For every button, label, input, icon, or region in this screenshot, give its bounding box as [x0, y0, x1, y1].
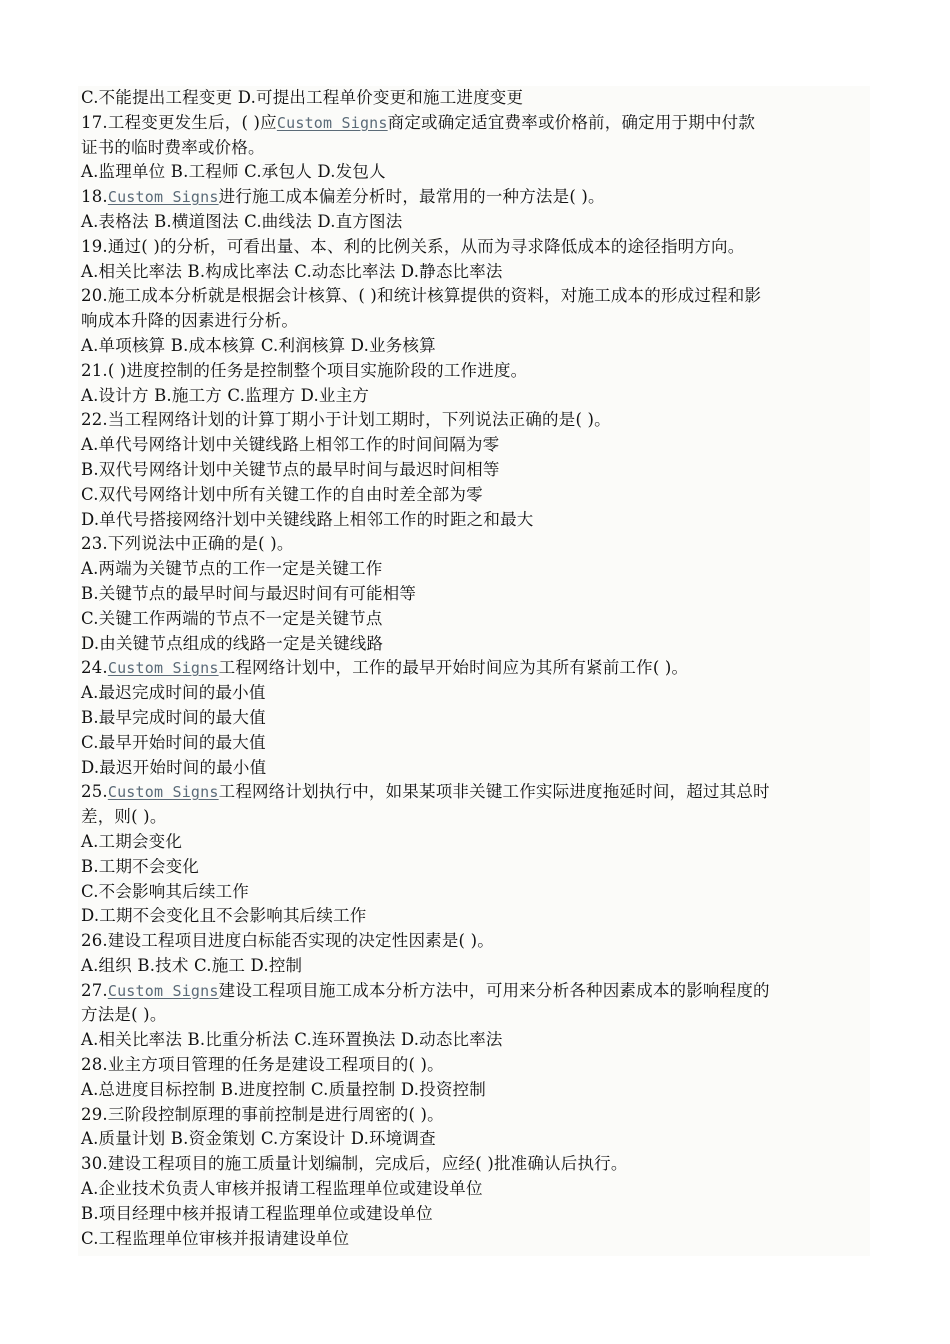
- text-line: D.由关键节点组成的线路一定是关键线路: [81, 633, 384, 653]
- text-line: C.最早开始时间的最大值: [81, 732, 266, 752]
- line-text: 工程网络计划执行中，如果某项非关键工作实际进度拖延时间，超过其总时: [218, 782, 770, 802]
- text-line: A.两端为关键节点的工作一定是关键工作: [81, 559, 383, 579]
- text-line: B.工期不会变化: [81, 856, 199, 876]
- line-text: 工程网络计划中，工作的最早开始时间应为其所有紧前工作( )。: [218, 658, 689, 678]
- text-line: A.最迟完成时间的最小值: [81, 683, 266, 703]
- text-line: [81, 185, 869, 210]
- text-line: C.关键工作两端的节点不一定是关键节点: [81, 608, 383, 628]
- text-line: B.关键节点的最早时间与最迟时间有可能相等: [81, 583, 417, 603]
- line-text: 27.: [81, 980, 108, 1000]
- text-line: D.工期不会变化且不会影响其后续工作: [81, 906, 367, 926]
- text-line: 20.施工成本分析就是根据会计核算、( )和统计核算提供的资料，对施工成本的形成过程和影: [81, 286, 762, 306]
- text-line: B.项目经理中核并报请工程监理单位或建设单位: [81, 1203, 433, 1223]
- text-line: C.不能提出工程变更 D.可提出工程单价变更和施工进度变更: [81, 88, 524, 107]
- text-line: D.最迟开始时间的最小值: [81, 757, 267, 777]
- line-text: 24.: [81, 658, 108, 678]
- text-line: [81, 656, 869, 681]
- text-line: [81, 111, 869, 136]
- text-line: 响成本升降的因素进行分析。: [81, 311, 299, 331]
- line-text: 商定或确定适宜费率或价格前，确定用于期中付款: [387, 112, 756, 132]
- document-body: [81, 86, 869, 1251]
- custom-signs-link[interactable]: Custom Signs: [107, 659, 219, 678]
- text-line: C.工程监理单位审核并报请建设单位: [81, 1228, 350, 1248]
- text-line: A.单代号网络计划中关键线路上相邻工作的时间间隔为零: [81, 435, 500, 455]
- text-line: 19.通过( )的分析，可看出量、本、利的比例关系，从而为寻求降低成本的途径指明方向。: [81, 236, 745, 256]
- text-line: A.质量计划 B.资金策划 C.方案设计 D.环境调查: [81, 1129, 436, 1149]
- text-line: 23.下列说法中正确的是( )。: [81, 534, 294, 554]
- text-line: 21.( )进度控制的任务是控制整个项目实施阶段的工作进度。: [81, 360, 528, 380]
- line-text: 17.工程变更发生后，( )应: [81, 112, 277, 132]
- text-line: 29.三阶段控制原理的事前控制是进行周密的( )。: [81, 1104, 444, 1124]
- text-line: A.企业技术负责人审核并报请工程监理单位或建设单位: [81, 1179, 483, 1199]
- custom-signs-link[interactable]: Custom Signs: [107, 981, 219, 1000]
- custom-signs-link[interactable]: Custom Signs: [107, 783, 219, 802]
- text-line: 22.当工程网络计划的计算丁期小于计划工期时，下列说法正确的是( )。: [81, 410, 611, 430]
- custom-signs-link[interactable]: Custom Signs: [107, 188, 219, 207]
- text-line: A.设计方 B.施工方 C.监理方 D.业主方: [81, 385, 370, 405]
- text-line: C.不会影响其后续工作: [81, 881, 249, 901]
- document-page: [78, 86, 870, 1256]
- text-line: A.表格法 B.横道图法 C.曲线法 D.直方图法: [81, 211, 403, 231]
- text-line: A.组织 B.技术 C.施工 D.控制: [81, 955, 303, 975]
- text-line: A.相关比率法 B.比重分析法 C.连环置换法 D.动态比率法: [81, 1030, 503, 1050]
- custom-signs-link[interactable]: Custom Signs: [276, 113, 388, 132]
- text-line: A.监理单位 B.工程师 C.承包人 D.发包人: [81, 162, 386, 182]
- text-line: A.工期会变化: [81, 831, 183, 851]
- text-line: 30.建设工程项目的施工质量计划编制，完成后，应经( )批准确认后执行。: [81, 1154, 628, 1174]
- text-line: B.最早完成时间的最大值: [81, 707, 266, 727]
- text-line: 证书的临时费率或价格。: [81, 137, 265, 157]
- text-line: 方法是( )。: [81, 1005, 167, 1025]
- text-line: [81, 780, 869, 805]
- text-line: D.单代号搭接网络汁划中关键线路上相邻工作的时距之和最大: [81, 509, 534, 529]
- text-line: A.单项核算 B.成本核算 C.利润核算 D.业务核算: [81, 335, 436, 355]
- text-line: [81, 979, 869, 1004]
- line-text: 18.: [81, 187, 108, 207]
- line-text: 25.: [81, 782, 108, 802]
- text-line: B.双代号网络计划中关键节点的最早时间与最迟时间相等: [81, 459, 500, 479]
- text-line: 28.业主方项目管理的任务是建设工程项目的( )。: [81, 1055, 444, 1075]
- text-line: 26.建设工程项目进度白标能否实现的决定性因素是( )。: [81, 931, 494, 951]
- text-line: C.双代号网络计划中所有关键工作的自由时差全部为零: [81, 484, 483, 504]
- line-text: 建设工程项目施工成本分析方法中，可用来分析各种因素成本的影响程度的: [218, 980, 770, 1000]
- text-line: A.总进度目标控制 B.进度控制 C.质量控制 D.投资控制: [81, 1079, 486, 1099]
- line-text: 进行施工成本偏差分析时，最常用的一种方法是( )。: [218, 187, 605, 207]
- text-line: 差，则( )。: [81, 807, 167, 827]
- text-line: A.相关比率法 B.构成比率法 C.动态比率法 D.静态比率法: [81, 261, 503, 281]
